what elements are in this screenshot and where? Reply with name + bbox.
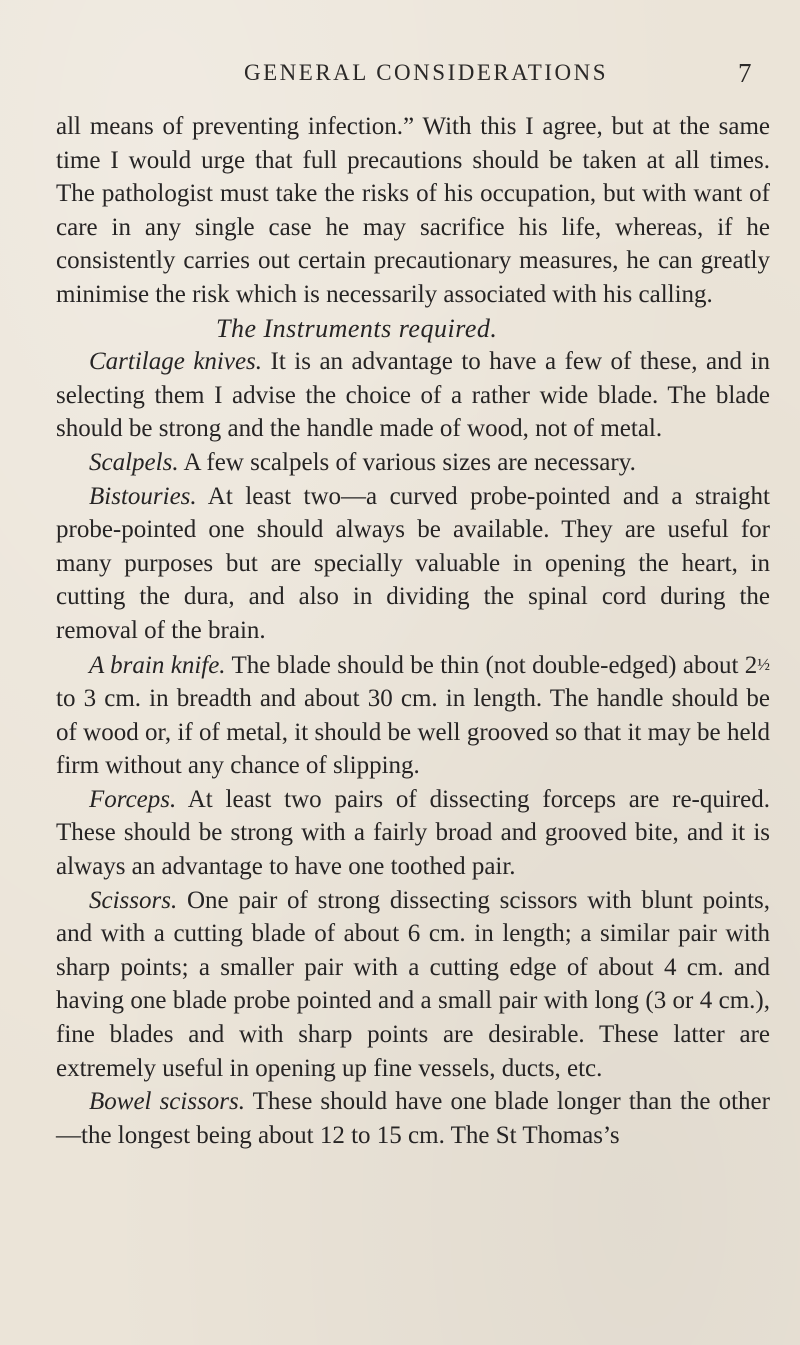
running-head (0, 60, 800, 92)
entry-term: Forceps. (89, 785, 177, 813)
entry-term: Scalpels. (89, 448, 179, 476)
entry-text: to 3 cm. in breadth and about 30 cm. in length. The handle should be of wood or, if of metal, it should be well grooved so that it may be held firm without any chance of slipping. (56, 685, 770, 780)
entry-text: At least two—a curved probe-pointed and a straight probe-pointed one should always be available. They are useful for many purposes but are specially valuable in opening the heart, in cutting the dura, and also in dividing the spinal cord during the removal of the brain. (56, 482, 770, 644)
entry-cartilage-knives (56, 345, 770, 446)
entry-text: It is an advantage to have a few of these, and in selecting them I advise the choice of a rather wide blade. The blade should be strong and the handle made of wood, not of metal. (56, 348, 770, 443)
entry-term: Bowel scissors. (89, 1088, 246, 1116)
entry-fraction: ½ (757, 654, 770, 674)
body-text (56, 110, 770, 1152)
intro-paragraph: all means of preventing infection.” With this I agree, but at the same time I would urge that full precautions should be taken at all times. The pathologist must take the risks of his occupation, but with want of care in any single case he may sacrifice his life, whereas, if he consistently carries out certain precautionary measures, he can greatly minimise the risk which is necessarily associated with his calling. (56, 113, 770, 308)
section-heading: The Instruments required. (216, 313, 498, 343)
entry-text: One pair of strong dissecting scissors with blunt points, and with a cutting blade of about 6 cm. in length; a similar pair with sharp points; a smaller pair with a cutting edge of about 4 cm. and having one blade probe pointed and a small pair with long (3 or 4 cm.), fine blades and with sharp points are desirable. These latter are extremely useful in opening up fine vessels, ducts, etc. (56, 886, 770, 1082)
entry-scalpels (56, 446, 770, 480)
entry-text: These should have one blade longer than the other—the longest being about 12 to 15 cm. The St Thomas’s (56, 1088, 770, 1149)
running-title: GENERAL CONSIDERATIONS (244, 60, 609, 85)
entry-bistouries (56, 480, 770, 648)
entry-text: The blade should be thin (not double-edged) about 2 (225, 651, 758, 679)
entry-term: Scissors. (89, 886, 178, 914)
entry-term: A brain knife. (89, 651, 226, 679)
entry-scissors (56, 884, 770, 1086)
entry-term: Bistouries. (89, 482, 197, 510)
entry-text: At least two pairs of dissecting forceps are re-quired. These should be strong with a fairly broad and grooved bite, and it is always an advantage to have one toothed pair. (56, 785, 770, 881)
page-number: 7 (738, 58, 752, 88)
entry-forceps (56, 783, 770, 884)
entry-bowel-scissors (56, 1085, 770, 1152)
entry-term: Cartilage knives. (89, 348, 263, 376)
entry-text: A few scalpels of various sizes are necessary. (178, 448, 636, 476)
entry-brain-knife (56, 648, 770, 783)
